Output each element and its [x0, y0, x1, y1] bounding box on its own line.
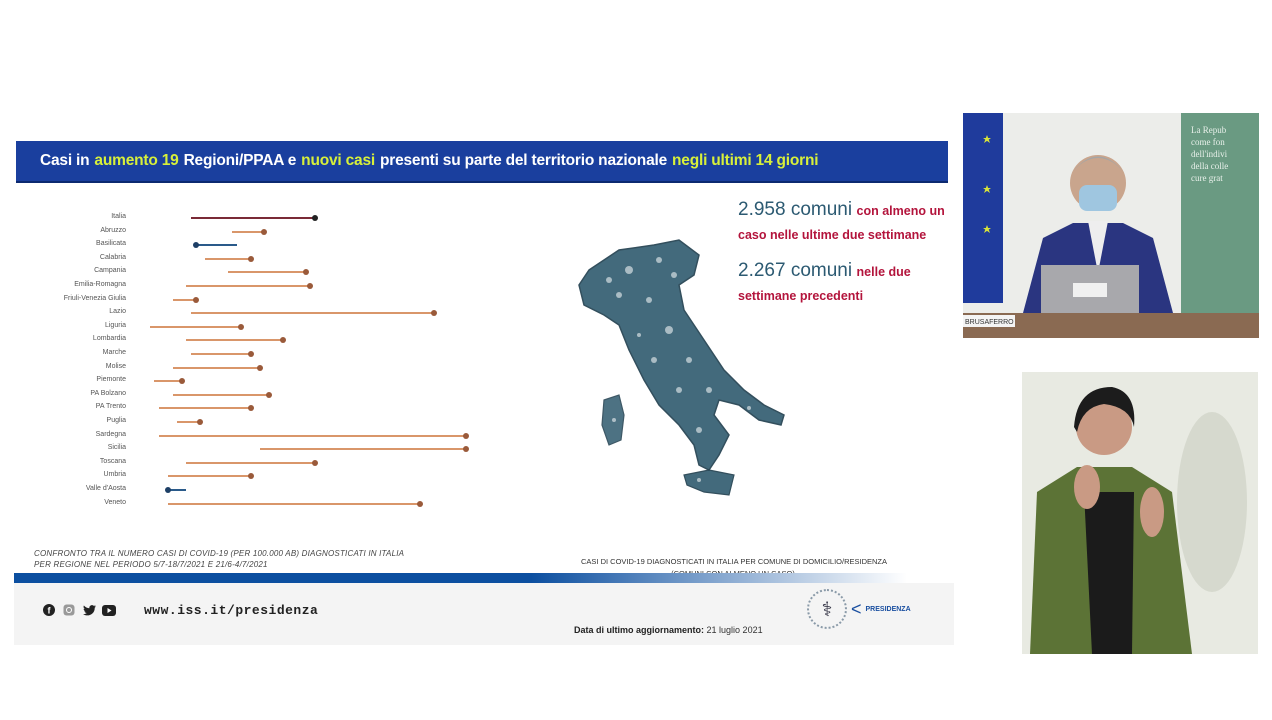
chart-row-label: Friuli-Venezia Giulia	[63, 294, 126, 302]
interpreter-video-image	[1022, 372, 1258, 654]
speaker-nameplate: BRUSAFERRO	[965, 319, 1014, 326]
chart-bar	[159, 435, 466, 437]
chart-row-label: Calabria	[99, 253, 126, 261]
slide-footer	[14, 583, 954, 645]
chart-bar	[159, 407, 251, 409]
svg-text:della colle: della colle	[1191, 161, 1229, 171]
chart-endpoint-dot	[303, 269, 309, 275]
svg-text:dell'indivi: dell'indivi	[1191, 149, 1228, 159]
chart-row	[14, 401, 484, 415]
chart-footnote	[34, 548, 404, 570]
chart-row	[14, 388, 484, 402]
chart-bar	[186, 462, 314, 464]
iss-logo	[807, 589, 911, 629]
title-part: nuovi casi	[301, 152, 375, 169]
title-part: negli ultimi 14 giorni	[672, 152, 819, 169]
chart-endpoint-dot	[179, 378, 185, 384]
chart-row	[14, 320, 484, 334]
chart-row	[14, 293, 484, 307]
stat-current	[738, 198, 958, 247]
chart-endpoint-dot	[165, 487, 171, 493]
twitter-icon[interactable]	[82, 603, 96, 617]
speaker-video-image	[963, 113, 1259, 338]
chart-endpoint-dot	[257, 365, 263, 371]
svg-text:cure grat: cure grat	[1191, 173, 1223, 183]
chart-endpoint-dot	[463, 433, 469, 439]
chart-endpoint-dot	[193, 242, 199, 248]
iss-url-link[interactable]: www.iss.it/presidenza	[144, 603, 319, 618]
chart-endpoint-dot	[193, 297, 199, 303]
chart-row	[14, 442, 484, 456]
chart-row-label: Lazio	[109, 308, 126, 316]
chart-endpoint-dot	[248, 256, 254, 262]
chart-bar	[228, 271, 306, 273]
title-part: presenti su parte del territorio nazionale	[379, 152, 668, 169]
chart-row	[14, 252, 484, 266]
chart-endpoint-dot	[266, 392, 272, 398]
chart-bar	[168, 475, 250, 477]
chart-bar	[186, 285, 310, 287]
chart-endpoint-dot	[197, 419, 203, 425]
stat-current-text: con almeno un caso nelle ultime due settimane	[738, 204, 945, 242]
iss-emblem-icon: ⚕	[807, 589, 847, 629]
chart-row-label: Lombardia	[92, 335, 126, 343]
chart-footnote-line1: CONFRONTO TRA IL NUMERO CASI DI COVID-19 (PER 100.000 AB) DIAGNOSTICATI IN ITALIA	[34, 549, 405, 558]
chart-row-label: Valle d'Aosta	[85, 485, 126, 492]
chart-endpoint-dot	[248, 473, 254, 479]
chart-row-label: Umbria	[103, 471, 126, 479]
svg-text:La Repub: La Repub	[1191, 125, 1227, 135]
chart-row-label: Marche	[102, 349, 126, 356]
youtube-icon[interactable]	[102, 603, 116, 617]
chart-row	[14, 347, 484, 361]
chart-row-label: PA Bolzano	[90, 389, 126, 397]
title-part: Casi in	[40, 152, 90, 169]
chart-bar	[191, 217, 315, 219]
chart-row	[14, 238, 484, 252]
last-updated-date: 21 luglio 2021	[706, 625, 763, 635]
chart-row	[14, 265, 484, 279]
last-updated-label: Data di ultimo aggiornamento:	[574, 625, 705, 635]
chart-bar	[150, 326, 242, 328]
chart-row	[14, 361, 484, 375]
chart-row-label: Emilia-Romagna	[74, 281, 126, 288]
chart-endpoint-dot	[307, 283, 313, 289]
chart-bar	[173, 394, 269, 396]
chart-footnote-line2: PER REGIONE NEL PERIODO 5/7-18/7/2021 E 21/6-4/7/2021	[34, 560, 268, 569]
presentation-slide	[14, 110, 954, 645]
chart-endpoint-dot	[238, 324, 244, 330]
chart-endpoint-dot	[248, 405, 254, 411]
chart-bar	[173, 367, 260, 369]
chart-endpoint-dot	[248, 351, 254, 357]
chart-row	[14, 374, 484, 388]
chart-row-label: Campania	[94, 267, 126, 275]
chart-bar	[168, 503, 420, 505]
chart-bar	[154, 380, 181, 382]
last-updated	[574, 625, 763, 635]
chart-row-label: Sardegna	[95, 430, 126, 438]
chart-bar	[196, 244, 237, 246]
chart-row	[14, 456, 484, 470]
chart-row	[14, 211, 484, 225]
footer-stripe	[14, 573, 954, 583]
chart-row-label: Veneto	[104, 498, 126, 506]
chart-row	[14, 497, 484, 511]
map-caption-line1: CASI DI COVID-19 DIAGNOSTICATI IN ITALIA PER COMUNE DI DOMICILIO/RESIDENZA	[580, 557, 888, 566]
chart-bar	[191, 353, 251, 355]
chart-row	[14, 429, 484, 443]
chart-bar	[205, 258, 251, 260]
chart-bar	[191, 312, 434, 314]
chart-row-label: Italia	[111, 213, 126, 220]
chart-row	[14, 483, 484, 497]
chart-bar	[260, 448, 466, 450]
title-part: aumento 19	[94, 152, 179, 169]
chart-bar	[186, 339, 282, 341]
stat-previous-text: nelle due settimane precedenti	[738, 265, 911, 303]
chart-endpoint-dot	[261, 229, 267, 235]
eu-flag	[963, 113, 1003, 303]
presidenza-chevron-icon: <	[851, 598, 862, 619]
chart-row	[14, 306, 484, 320]
svg-text:come fon: come fon	[1191, 137, 1225, 147]
chart-row-label: Toscana	[99, 457, 126, 465]
stats-panel	[738, 198, 958, 320]
chart-endpoint-dot	[417, 501, 423, 507]
chart-row-label: Molise	[105, 362, 126, 370]
chart-row	[14, 333, 484, 347]
instagram-icon[interactable]	[62, 603, 76, 617]
stat-previous-number: 2.267 comuni	[738, 260, 853, 281]
chart-row-label: Sicilia	[107, 444, 126, 452]
presidenza-label: PRESIDENZA	[865, 605, 911, 613]
chart-row	[14, 415, 484, 429]
stat-previous	[738, 259, 958, 308]
chart-bar	[232, 231, 264, 233]
dumbbell-chart	[14, 208, 484, 538]
chart-row-label: Piemonte	[96, 376, 126, 384]
facebook-icon[interactable]	[42, 603, 56, 617]
interpreter-video-feed	[1022, 372, 1258, 654]
chart-endpoint-dot	[280, 337, 286, 343]
chart-row	[14, 279, 484, 293]
stat-current-number: 2.958 comuni	[738, 199, 853, 220]
chart-row-label: Liguria	[104, 321, 126, 329]
chart-endpoint-dot	[431, 310, 437, 316]
chart-row-label: PA Trento	[95, 403, 126, 411]
chart-row-label: Abruzzo	[100, 226, 126, 234]
chart-row-label: Puglia	[106, 417, 126, 424]
chart-endpoint-dot	[463, 446, 469, 452]
chart-endpoint-dot	[312, 460, 318, 466]
chart-row	[14, 225, 484, 239]
social-icons	[42, 603, 116, 617]
chart-row	[14, 469, 484, 483]
title-part: Regioni/PPAA e	[183, 152, 297, 169]
svg-text:f: f	[47, 605, 51, 616]
chart-endpoint-dot	[312, 215, 318, 221]
speaker-video-feed	[963, 113, 1259, 338]
chart-row-label: Basilicata	[96, 240, 126, 248]
slide-title	[16, 141, 948, 183]
